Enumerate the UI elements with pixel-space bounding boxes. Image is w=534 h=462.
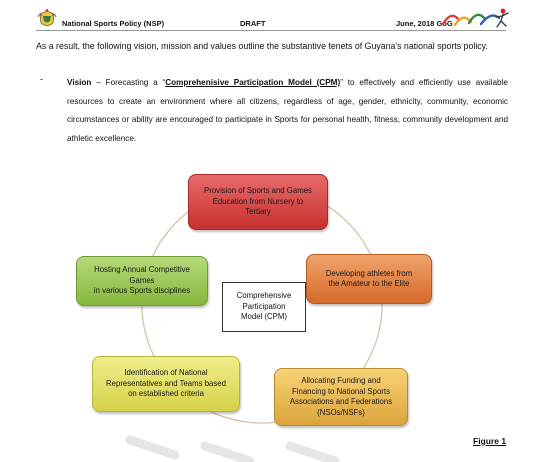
box-line: Allocating Funding and (301, 376, 381, 385)
box-line: Representatives and Teams based (106, 378, 226, 388)
header-date: June, 2018 GoG (396, 19, 453, 28)
box-line: Financing to National Sports (292, 386, 390, 396)
intro-paragraph: As a result, the following vision, mission and values outline the substantive tenets of Guyana's national sports policy. (36, 41, 488, 51)
cpm-box-funding (274, 368, 408, 426)
box-line: Tertiary (245, 207, 271, 217)
header-draft-label: DRAFT (240, 19, 266, 28)
box-line: Hosting Annual Competitive (94, 265, 190, 275)
center-line: Comprehensive (236, 291, 292, 301)
vision-bullet: - (40, 74, 43, 84)
box-line: Developing athletes from (325, 268, 413, 278)
header-title: National Sports Policy (NSP) (62, 19, 165, 28)
cpm-center-box (222, 282, 306, 332)
box-line: Identification of National (124, 368, 208, 378)
cpm-box-identification (92, 356, 240, 412)
box-line: in various Sports disciplines (93, 286, 191, 296)
vision-label: Vision (67, 78, 92, 87)
vision-model-name: Comprehenisive Participation Model (CPM) (165, 78, 341, 87)
box-line: Education from Nursery to (212, 196, 304, 206)
box-line: Associations and Federations (289, 397, 393, 406)
box-line: the Amateur to the Elite (328, 279, 410, 288)
box-line: (NSOs/NSFs) (317, 407, 365, 417)
cpm-box-hosting-games (76, 256, 208, 306)
center-line: Model (CPM) (241, 312, 287, 322)
vision-dash: – Forecasting a “ (91, 78, 166, 87)
figure-caption: Figure 1 (473, 436, 507, 446)
box-line: on established criteria (128, 389, 204, 399)
cpm-box-provision-education (188, 174, 328, 230)
box-line: Games (129, 275, 155, 285)
cpm-box-developing-athletes (306, 254, 432, 304)
vision-text: ” to effectively and efficiently use available resources to create an environment where all citizens, regardless of age, gender, ethnicity, community, economic circumstances or ability are encouraged to participate in Sports for personal health, fitness, community development and athletic excellence. (67, 78, 508, 143)
center-line: Participation (242, 301, 286, 311)
box-line: Provision of Sports and Games (204, 186, 312, 196)
